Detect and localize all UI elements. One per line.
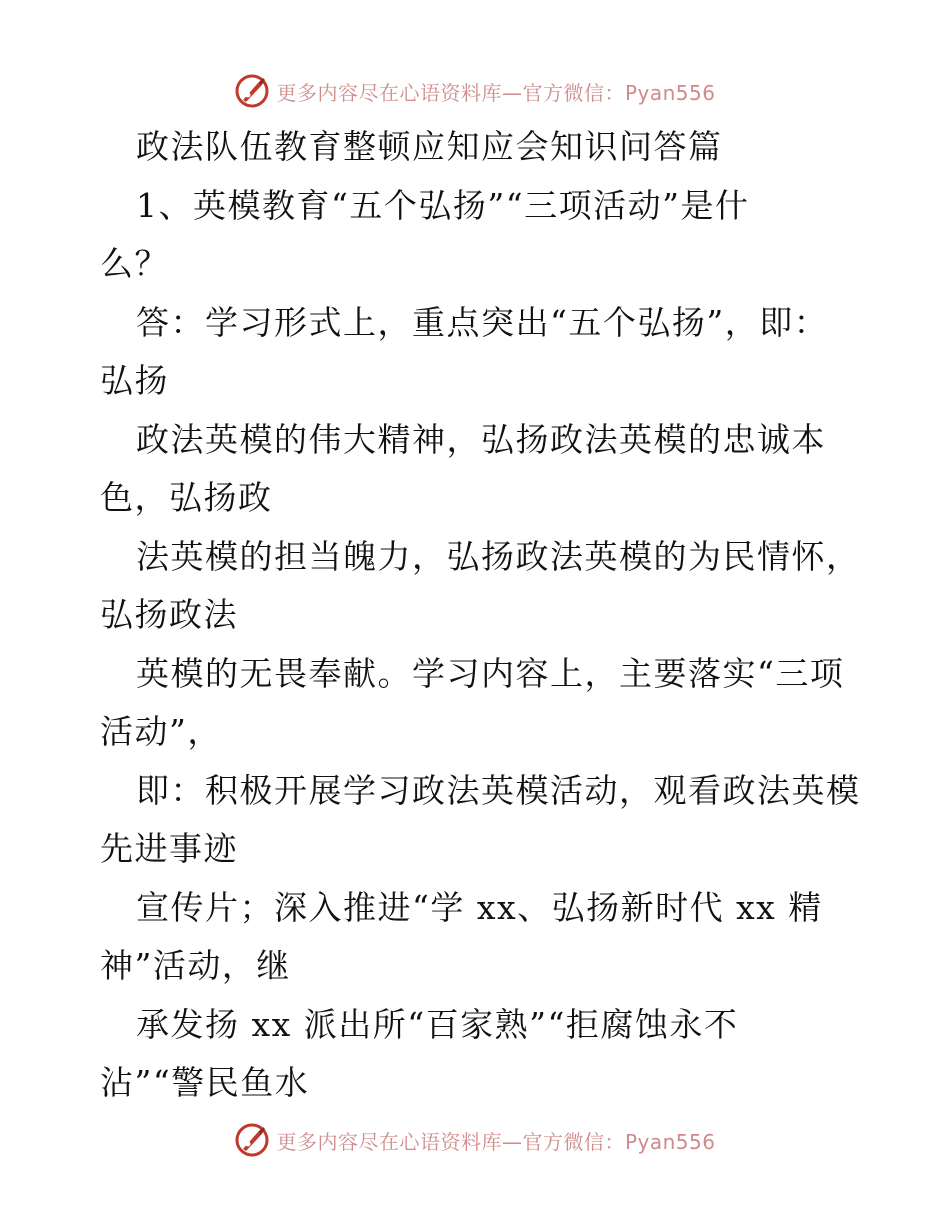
text-line: 法英模的担当魄力，弘扬政法英模的为民情怀， [136,536,861,576]
text-line: 政法英模的伟大精神，弘扬政法英模的忠诚本 [136,419,826,459]
text-line: 沾”“警民鱼水 [100,1063,310,1102]
text-line: 神”活动，继 [100,946,291,985]
watermark-text: 更多内容尽在心语资料库—官方微信：Pyan556 [276,1129,716,1154]
quill-logo-icon [234,1122,270,1158]
text-line: 弘扬 [100,361,169,400]
text-line: 答：学习形式上，重点突出“五个弘扬”，即： [136,302,829,342]
text-line: 先进事迹 [100,829,238,868]
text-line: 色，弘扬政 [100,478,273,517]
text-line: 弘扬政法 [100,595,238,634]
text-line: 承发扬 xx 派出所“百家熟”“拒腐蚀永不 [136,1004,739,1044]
text-line: 即：积极开展学习政法英模活动，观看政法英模 [136,770,861,810]
header-watermark-banner [0,66,950,116]
text-line: 宣传片；深入推进“学 xx、弘扬新时代 xx 精 [136,887,823,927]
text-line: 活动”， [100,712,222,751]
document-body [100,118,880,1113]
watermark-text: 更多内容尽在心语资料库—官方微信：Pyan556 [276,80,716,105]
text-line: 么？ [100,244,169,283]
text-line: 政法队伍教育整顿应知应会知识问答篇 [136,127,723,166]
footer-watermark-banner [0,1115,950,1165]
text-line: 1、英模教育“五个弘扬”“三项活动”是什 [136,185,750,225]
quill-logo-icon [234,73,270,109]
text-line: 英模的无畏奉献。学习内容上，主要落实“三项 [136,653,845,693]
